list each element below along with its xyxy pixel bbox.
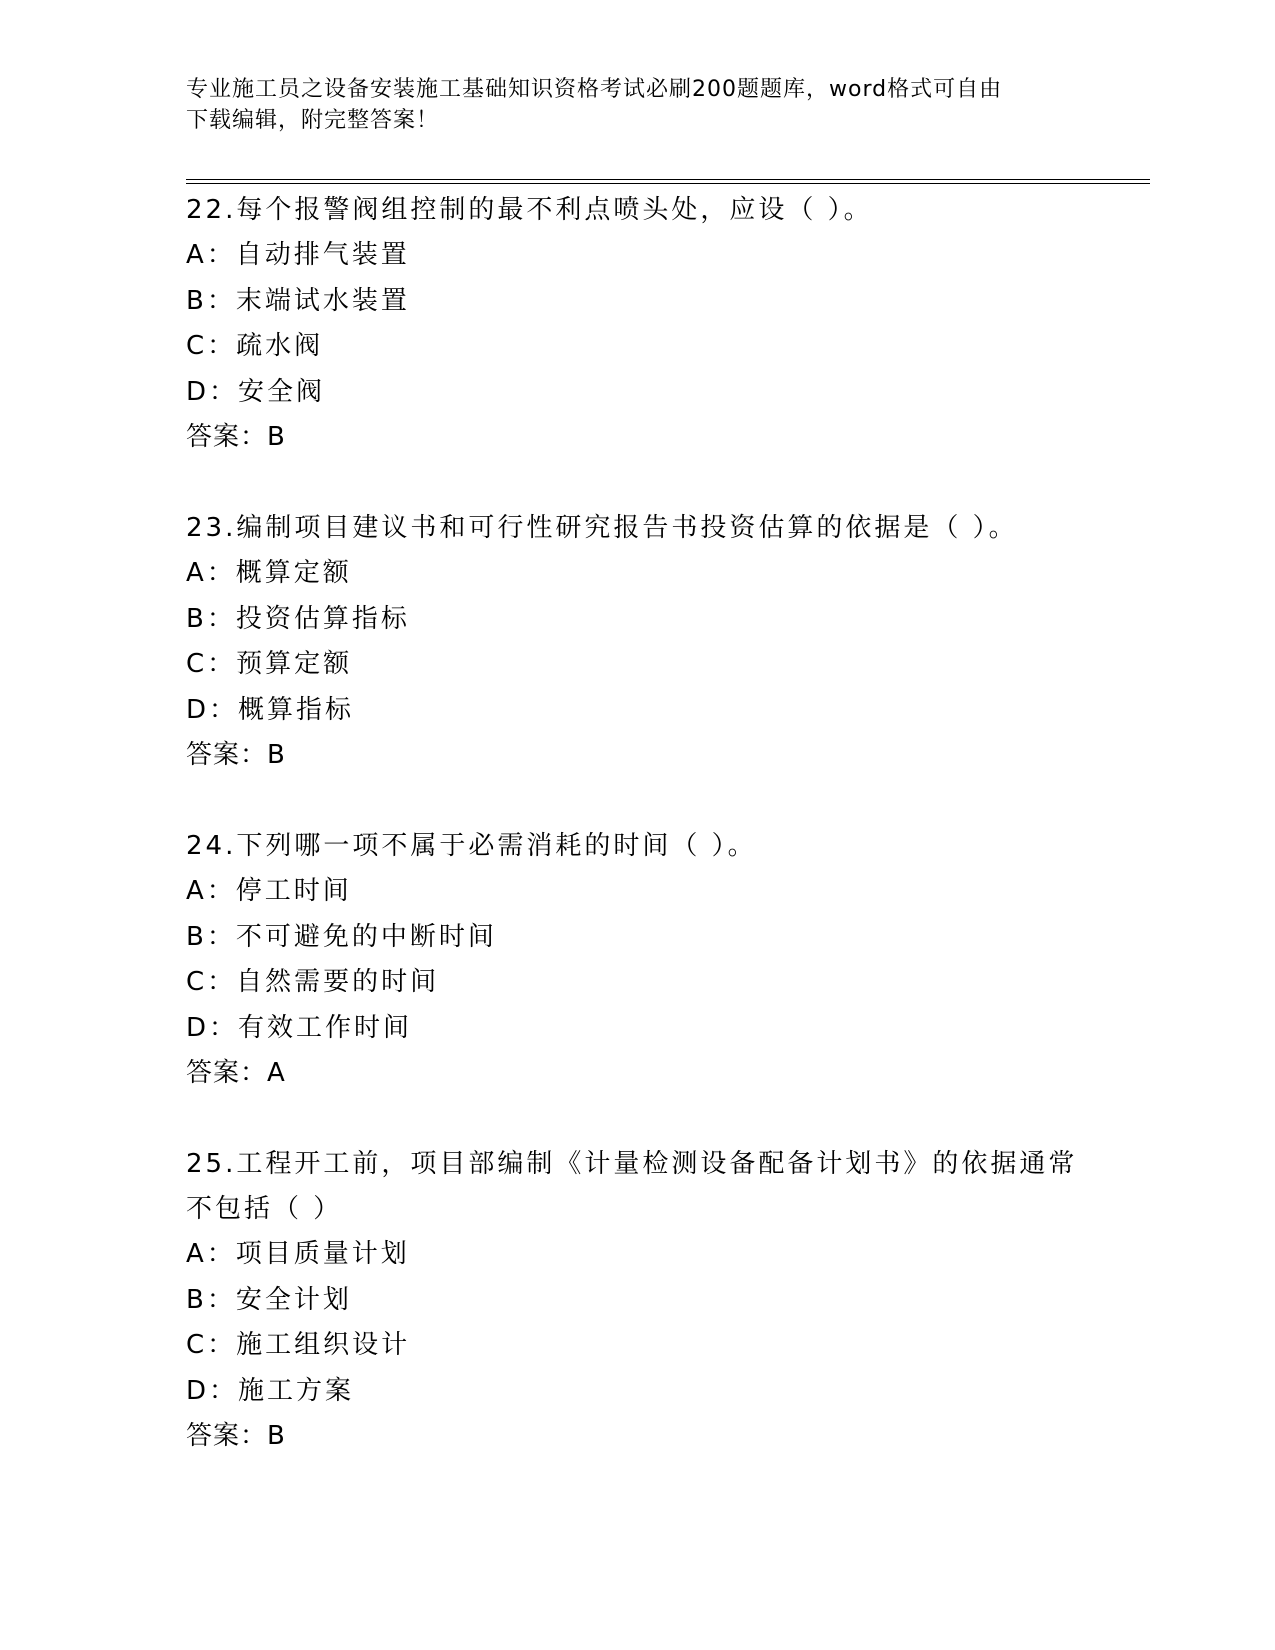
- option-d: D：有效工作时间: [186, 1012, 413, 1043]
- option-b: B：安全计划: [186, 1284, 352, 1315]
- option-c: C：施工组织设计: [186, 1330, 411, 1360]
- option-a: A：停工时间: [186, 876, 352, 906]
- option-d: D：安全阀: [186, 376, 326, 407]
- answer-line: 答案：B: [186, 422, 286, 452]
- question-block: [186, 506, 1086, 779]
- option-a: A：项目质量计划: [186, 1239, 410, 1269]
- document-header: [186, 74, 1066, 136]
- question-block: [186, 188, 1086, 461]
- option-a: A：概算定额: [186, 558, 352, 588]
- option-d: D：施工方案: [186, 1375, 355, 1406]
- question-block: [186, 824, 1086, 1097]
- answer-line: 答案：A: [186, 1058, 286, 1088]
- option-c: C：疏水阀: [186, 331, 324, 361]
- question-stem-continued: 不包括（ ）: [186, 1194, 343, 1224]
- option-b: B：不可避免的中断时间: [186, 921, 497, 952]
- header-divider: [186, 179, 1150, 180]
- header-line: 下载编辑，附完整答案！: [186, 108, 440, 133]
- header-line: 专业施工员之设备安装施工基础知识资格考试必刷200题题库，word格式可自由: [186, 77, 1003, 102]
- answer-line: 答案：B: [186, 1421, 286, 1451]
- option-b: B：末端试水装置: [186, 285, 410, 316]
- question-stem: 23.编制项目建议书和可行性研究报告书投资估算的依据是（ ）。: [186, 513, 1018, 543]
- option-c: C：自然需要的时间: [186, 967, 440, 997]
- question-stem: 25.工程开工前，项目部编制《计量检测设备配备计划书》的依据通常: [186, 1149, 1078, 1179]
- option-d: D：概算指标: [186, 694, 355, 725]
- answer-line: 答案：B: [186, 740, 286, 770]
- option-c: C：预算定额: [186, 649, 353, 679]
- question-stem: 22.每个报警阀组控制的最不利点喷头处，应设（ ）。: [186, 195, 873, 225]
- question-stem: 24.下列哪一项不属于必需消耗的时间（ ）。: [186, 831, 757, 861]
- header-divider: [186, 183, 1150, 184]
- option-b: B：投资估算指标: [186, 603, 410, 634]
- question-block: [186, 1142, 1086, 1460]
- option-a: A：自动排气装置: [186, 240, 410, 270]
